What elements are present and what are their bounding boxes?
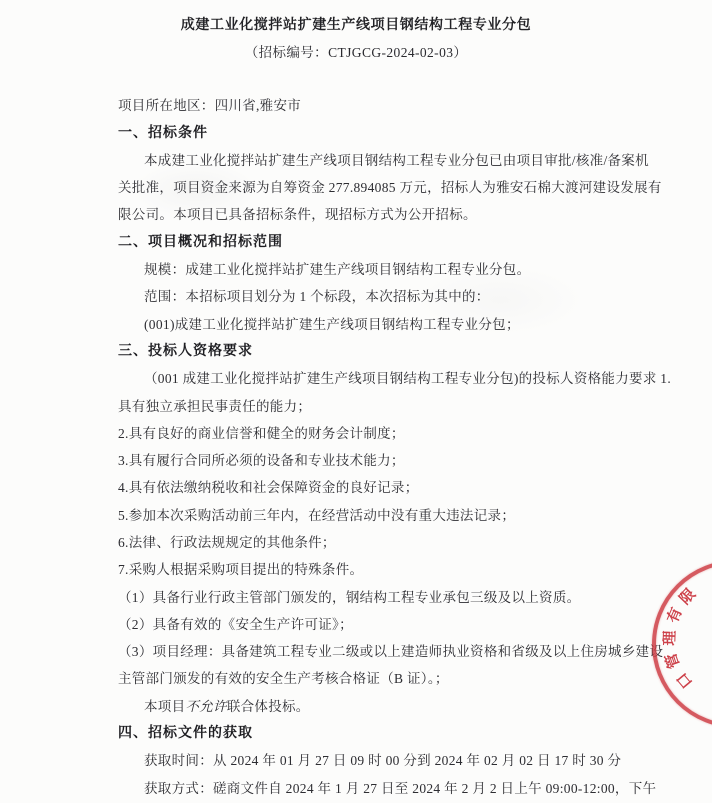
joint-venture-not-allowed: 不允许	[185, 698, 227, 714]
section-3-line-2: 具有独立承担民事责任的能力；	[118, 398, 312, 414]
section-4-heading: 四、招标文件的获取	[118, 724, 253, 741]
special-condition-3-line-1: （3）项目经理：具备建筑工程专业二级或以上建造师执业资格和省级及以上住房城乡建设	[118, 644, 664, 660]
seal-character: 理	[661, 630, 679, 646]
seal-character: 口	[673, 669, 697, 692]
section-1-line-3: 限公司。本项目已具备招标条件，现招标方式为公开招标。	[118, 207, 477, 223]
project-location: 项目所在地区：四川省,雅安市	[118, 98, 302, 114]
title-spacer	[118, 65, 664, 91]
seal-character: 限	[676, 585, 700, 608]
joint-venture-note	[118, 691, 664, 718]
qualification-item-6: 6.法律、行政法规规定的其他条件；	[118, 534, 336, 550]
qualification-item-2: 2.具有良好的商业信誉和健全的财务会计制度；	[118, 425, 405, 441]
joint-venture-prefix: 本项目	[144, 698, 186, 714]
section-1-line-1: 本成建工业化搅拌站扩建生产线项目钢结构工程专业分包已由项目审批/核准/备案机	[144, 152, 649, 168]
joint-venture-suffix: 联合体投标。	[226, 698, 310, 714]
qualification-item-5: 5.参加本次采购活动前三年内，在经营活动中没有重大违法记录；	[118, 507, 516, 523]
section-2-lot: (001)成建工业化搅拌站扩建生产线项目钢结构工程专业分包；	[144, 316, 520, 332]
seal-character: 管	[662, 650, 684, 671]
special-condition-1: （1）具备行业行政主管部门颁发的，钢结构工程专业承包三级及以上资质。	[118, 589, 581, 605]
section-2-scope: 范围：本招标项目划分为 1 个标段，本次招标为其中的：	[144, 289, 490, 305]
special-condition-2: （2）具备有效的《安全生产许可证》；	[118, 616, 353, 632]
section-3-heading: 三、投标人资格要求	[118, 341, 253, 358]
section-1-line-2: 关批准，项目资金来源为自筹资金 277.894085 万元，招标人为雅安石棉大渡河建设发展有	[118, 180, 662, 196]
seal-character: 有	[664, 605, 686, 626]
section-2-scale: 规模：成建工业化搅拌站扩建生产线项目钢结构工程专业分包。	[144, 262, 531, 278]
qualification-item-7: 7.采购人根据采购项目提出的特殊条件。	[118, 562, 364, 578]
special-condition-3-line-2: 主管部门颁发的有效的安全生产考核合格证（B 证）。；	[118, 671, 449, 687]
section-2-heading: 二、项目概况和招标范围	[118, 232, 283, 249]
obtain-method: 获取方式：磋商文件自 2024 年 1 月 27 日至 2024 年 2 月 2 日上午 09:00-12:00，下午	[144, 780, 657, 796]
qualification-item-4: 4.具有依法缴纳税收和社会保障资金的良好记录；	[118, 480, 419, 496]
qualification-item-3: 3.具有履行合同所必须的设备和专业技术能力；	[118, 453, 405, 469]
section-1-heading: 一、招标条件	[118, 123, 208, 140]
section-3-line-1: （001 成建工业化搅拌站扩建生产线项目钢结构工程专业分包)的投标人资格能力要求 1.	[144, 371, 672, 387]
tender-number: （招标编号：CTJGCG-2024-02-03）	[244, 44, 468, 60]
document-title: 成建工业化搅拌站扩建生产线项目钢结构工程专业分包	[180, 17, 532, 33]
obtain-time: 获取时间：从 2024 年 01 月 27 日 09 时 00 分到 2024 年 02 月 02 日 17 时 30 分	[144, 753, 622, 769]
